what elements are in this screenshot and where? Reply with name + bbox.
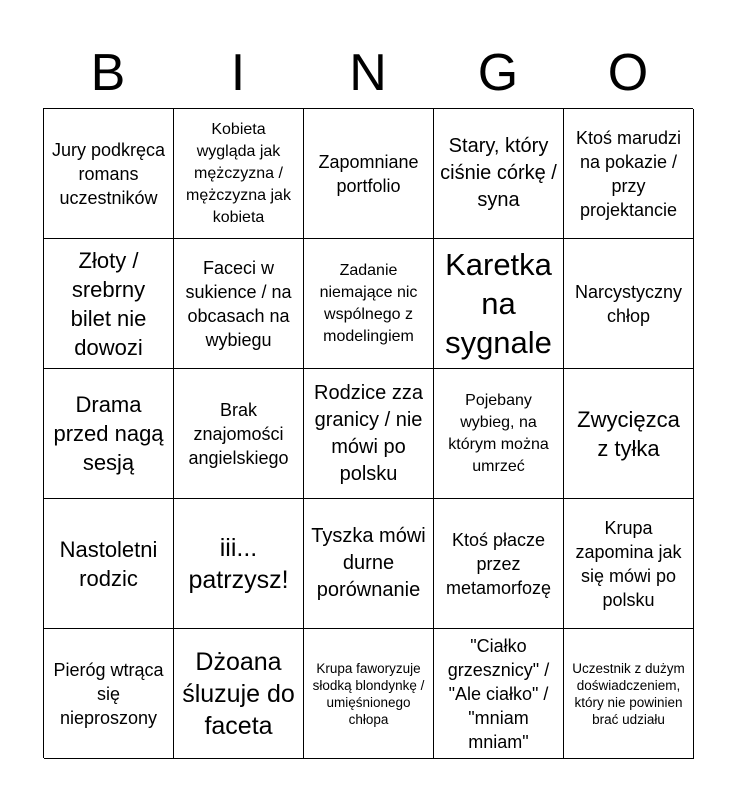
bingo-cell-r2-c1[interactable] [44, 239, 174, 369]
bingo-cell-r1-c4[interactable] [434, 109, 564, 239]
bingo-cell-r5-c1[interactable] [44, 629, 174, 759]
cell-text: Ktoś płacze przez metamorfozę [445, 529, 552, 598]
cell-text: Karetka na sygnale [445, 247, 552, 360]
bingo-cell-r3-c2[interactable] [174, 369, 304, 499]
bingo-cell-r1-c2[interactable] [174, 109, 304, 239]
bingo-cell-r3-c1[interactable] [44, 369, 174, 499]
cell-text: Pieróg wtrąca się nieproszony [53, 659, 164, 728]
bingo-grid [43, 108, 693, 758]
cell-text: Zapomniane portfolio [318, 151, 419, 196]
bingo-cell-r5-c5[interactable] [564, 629, 694, 759]
header-letter-i: I [230, 44, 246, 102]
bingo-cell-r4-c5[interactable] [564, 499, 694, 629]
cell-text: Pojebany wybieg, na którym można umrzeć [448, 391, 549, 475]
bingo-cell-r5-c3[interactable] [304, 629, 434, 759]
cell-text: Dżoana śluzuje do faceta [182, 647, 295, 740]
cell-text: Drama przed nagą sesją [53, 392, 164, 475]
cell-text: Kobieta wygląda jak mężczyzna / mężczyzna jak kobieta [186, 120, 291, 226]
bingo-cell-r4-c1[interactable] [44, 499, 174, 629]
cell-text: Brak znajomości angielskiego [188, 399, 289, 468]
bingo-cell-r2-c3[interactable] [304, 239, 434, 369]
cell-text: Krupa zapomina jak się mówi po polsku [575, 517, 682, 610]
bingo-header [43, 40, 693, 106]
header-letter-n: N [349, 44, 387, 102]
bingo-cell-r4-c4[interactable] [434, 499, 564, 629]
cell-text: Zadanie niemające nic wspólnego z modelingiem [319, 261, 418, 345]
bingo-cell-r2-c4[interactable] [434, 239, 564, 369]
cell-text: Ktoś marudzi na pokazie / przy projektancie [575, 127, 682, 220]
bingo-cell-r2-c2[interactable] [174, 239, 304, 369]
bingo-cell-r1-c3[interactable] [304, 109, 434, 239]
bingo-cell-r4-c2[interactable] [174, 499, 304, 629]
cell-text: Faceci w sukience / na obcasach na wybiegu [185, 257, 292, 350]
bingo-cell-r5-c4[interactable] [434, 629, 564, 759]
bingo-cell-r3-c5[interactable] [564, 369, 694, 499]
cell-text: Rodzice zza granicy / nie mówi po polsku [314, 381, 423, 485]
bingo-cell-r5-c2[interactable] [174, 629, 304, 759]
header-letter-g: G [477, 44, 519, 102]
cell-text: Stary, który ciśnie córkę / syna [440, 135, 557, 211]
cell-text: Krupa faworyzuje słodką blondynkę / umięśnionego chłopa [312, 660, 425, 727]
header-letter-b: B [90, 44, 126, 102]
cell-text: Zwycięzca z tyłka [577, 406, 680, 461]
cell-text: Złoty / srebrny bilet nie dowozi [70, 247, 147, 360]
cell-text: Tyszka mówi durne porównanie [311, 525, 426, 601]
cell-text: Jury podkręca romans uczestników [51, 139, 166, 208]
bingo-cell-r2-c5[interactable] [564, 239, 694, 369]
bingo-cell-r3-c4[interactable] [434, 369, 564, 499]
cell-text: iii... patrzysz! [188, 533, 289, 594]
cell-text: Narcystyczny chłop [574, 281, 682, 326]
header-letter-o: O [607, 44, 649, 102]
bingo-cell-r3-c3[interactable] [304, 369, 434, 499]
bingo-cell-r4-c3[interactable] [304, 499, 434, 629]
cell-text: "Ciałko grzesznicy" / "Ale ciałko" / "mniam mniam" [447, 635, 550, 752]
cell-text: Uczestnik z dużym doświadczeniem, który nie powinien brać udziału [572, 660, 685, 727]
cell-text: Nastoletni rodzic [59, 536, 158, 591]
bingo-cell-r1-c5[interactable] [564, 109, 694, 239]
bingo-cell-r1-c1[interactable] [44, 109, 174, 239]
